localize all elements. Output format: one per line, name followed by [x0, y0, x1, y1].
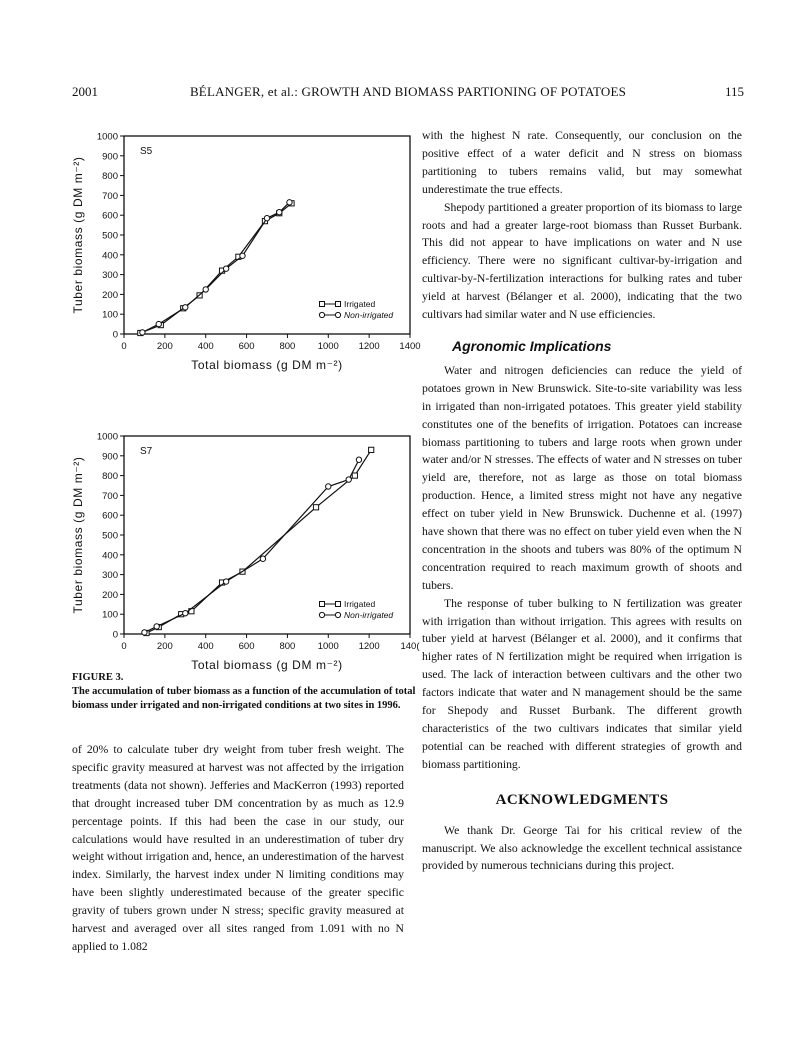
legend-label: Irrigated — [344, 299, 376, 309]
chart-svg — [70, 428, 430, 678]
paragraph: of 20% to calculate tuber dry weight from tuber fresh weight. The specific gravity measured at harvest was not affected by the irrigation treatments (data not shown). Jefferies and MacKerron (1993) reported that drought increased tuber DM concentration by as much as 12.9 percentage points. If this had been the case in our study, our calculations would have resulted in an underestimation of tuber dry weight without irrigation and, hence, an underestimation of the harvest index. Similarly, the harvest index under N limiting conditions may have been slightly underestimated because of the greater specific gravity of tubers grown under N stress; specific gravity measured at harvest and averaged over all sites ranged from 1.091 with no N applied to 1.082 — [72, 743, 404, 953]
legend-marker — [320, 602, 325, 607]
paragraph: Shepody partitioned a greater proportion of its biomass to large roots and had a greater large-root biomass than Russet Burbank. This did not appear to have implications on water and N use efficiency. There were no significant cultivar-by-irrigation and cultivar-by-N-fertilization interactions for bulking rates and tuber yield at harvest (Bélanger et al. 2000), indicating that the two cultivars had similar water and N use efficiencies. — [422, 200, 742, 322]
y-tick-label: 400 — [102, 550, 118, 562]
y-tick-label: 300 — [102, 570, 118, 582]
y-tick-label: 900 — [102, 451, 118, 463]
data-point — [264, 215, 269, 220]
series-line-irrigated — [140, 203, 291, 333]
x-tick-label: 1200 — [358, 641, 380, 652]
x-axis-label: Total biomass (g DM m⁻²) — [191, 358, 343, 372]
y-tick-label: 0 — [112, 329, 118, 341]
x-tick-label: 600 — [238, 341, 255, 352]
panel-label: S5 — [140, 146, 153, 157]
paragraph: We thank Dr. George Tai for his critical review of the manuscript. We also acknowledge the excellent technical assistance provided by numerous technicians during this project. — [422, 823, 742, 873]
chart-svg — [70, 128, 430, 378]
data-point — [156, 321, 161, 326]
figure-caption-text: The accumulation of tuber biomass as a function of the accumulation of total biomass under irrigated and non-irrigated conditions at two sites in 1996. — [72, 686, 416, 711]
y-tick-label: 800 — [102, 471, 118, 483]
data-point — [346, 477, 351, 482]
x-tick-label: 1400 — [399, 341, 421, 352]
x-tick-label: 800 — [279, 341, 296, 352]
y-tick-label: 500 — [102, 230, 118, 242]
data-point — [240, 253, 245, 258]
y-tick-label: 100 — [102, 309, 118, 321]
data-point — [287, 200, 292, 205]
x-tick-label: 1000 — [317, 641, 339, 652]
paragraph: with the highest N rate. Consequently, our conclusion on the positive effect of a water deficit and N stress on biomass partitioning to tubers remains valid, but may somewhat underestimate the true effects. — [422, 129, 742, 196]
data-point — [140, 330, 145, 335]
y-tick-label: 1000 — [96, 131, 118, 143]
y-tick-label: 600 — [102, 510, 118, 522]
x-tick-label: 140( — [400, 641, 420, 652]
data-point — [154, 624, 159, 629]
legend-marker — [320, 302, 325, 307]
page-number: 115 — [724, 84, 744, 99]
x-tick-label: 200 — [156, 641, 173, 652]
x-tick-label: 200 — [156, 341, 173, 352]
x-tick-label: 800 — [279, 641, 296, 652]
y-axis-label: Tuber biomass (g DM m⁻²) — [71, 156, 85, 314]
data-point — [142, 630, 147, 635]
x-tick-label: 400 — [197, 641, 214, 652]
data-point — [369, 447, 374, 452]
header-year: 2001 — [72, 84, 98, 99]
legend-marker — [335, 312, 340, 317]
paragraph: The response of tuber bulking to N fertilization was greater with irrigation than without irrigation. This agrees with results on tuber yield at harvest (Bélanger et al. 2000), and it confirms that higher rates of N fertilization might be required when irrigation is used. The lack of interaction between cultivars and the other two factors indicate that water and N management should be the same for Shepody and Russet Burbank. The different growth characteristics of the two cultivars indicates that similar yield potential can be reached with different strategies of growth and biomass partitioning. — [422, 596, 742, 771]
legend-marker — [336, 602, 341, 607]
data-point — [183, 305, 188, 310]
legend-marker — [335, 612, 340, 617]
y-tick-label: 800 — [102, 171, 118, 183]
chart-s7 — [70, 428, 430, 678]
section-heading: ACKNOWLEDGMENTS — [495, 791, 669, 808]
legend-marker — [319, 312, 324, 317]
x-tick-label: 600 — [238, 641, 255, 652]
data-point — [352, 473, 357, 478]
running-header — [72, 84, 744, 104]
legend-label: Non-irrigated — [344, 310, 394, 320]
paragraph: Water and nitrogen deficiencies can reduce the yield of potatoes grown in New Brunswick. Site-to-site variability was less in irrigated than non-irrigated potatoes. This greater yield stability constitutes one of the benefits of irrigation. Potatoes can increase biomass partitioning to tubers and large roots when grown under water and/or N stresses. The effects of water and N stresses on tuber yield are, therefore, not as large as those on total biomass production. Hence, a limited stress might not have any negative effect on tuber yield in New Brunswick. Duchenne et al. (1997) have shown that there was no effect on tuber yield even when the N concentration in the shoots and tubers was 80% of the optimum N concentration required to reach maximum growth of shoots and tubers. — [422, 363, 742, 592]
data-point — [356, 457, 361, 462]
x-tick-label: 400 — [197, 341, 214, 352]
y-tick-label: 300 — [102, 270, 118, 282]
y-tick-label: 400 — [102, 250, 118, 262]
figure-caption — [72, 671, 420, 713]
legend-marker — [319, 612, 324, 617]
data-point — [203, 287, 208, 292]
legend-marker — [336, 302, 341, 307]
y-tick-label: 700 — [102, 490, 118, 502]
data-point — [277, 210, 282, 215]
y-tick-label: 900 — [102, 151, 118, 163]
y-tick-label: 500 — [102, 530, 118, 542]
x-tick-label: 0 — [121, 341, 127, 352]
right-column-text — [422, 127, 742, 875]
y-tick-label: 200 — [102, 589, 118, 601]
data-point — [223, 579, 228, 584]
x-axis-label: Total biomass (g DM m⁻²) — [191, 658, 343, 672]
legend-label: Non-irrigated — [344, 610, 394, 620]
data-point — [260, 556, 265, 561]
y-tick-label: 0 — [112, 629, 118, 641]
left-column-text — [72, 741, 404, 956]
header-title: BÉLANGER, et al.: GROWTH AND BIOMASS PARTIONING OF POTATOES — [189, 84, 627, 99]
y-tick-label: 200 — [102, 289, 118, 301]
y-tick-label: 600 — [102, 210, 118, 222]
legend-label: Irrigated — [344, 599, 376, 609]
y-axis-label: Tuber biomass (g DM m⁻²) — [71, 456, 85, 614]
x-tick-label: 0 — [121, 641, 127, 652]
y-tick-label: 1000 — [96, 431, 118, 443]
subheading: Agronomic Implications — [452, 337, 612, 354]
y-tick-label: 700 — [102, 190, 118, 202]
data-point — [183, 611, 188, 616]
x-tick-label: 1200 — [358, 341, 380, 352]
x-tick-label: 1000 — [317, 341, 339, 352]
data-point — [326, 484, 331, 489]
panel-label: S7 — [140, 446, 153, 457]
y-tick-label: 100 — [102, 609, 118, 621]
data-point — [223, 266, 228, 271]
chart-s5 — [70, 128, 430, 378]
data-point — [313, 505, 318, 510]
figure-label: FIGURE 3. — [72, 672, 124, 683]
